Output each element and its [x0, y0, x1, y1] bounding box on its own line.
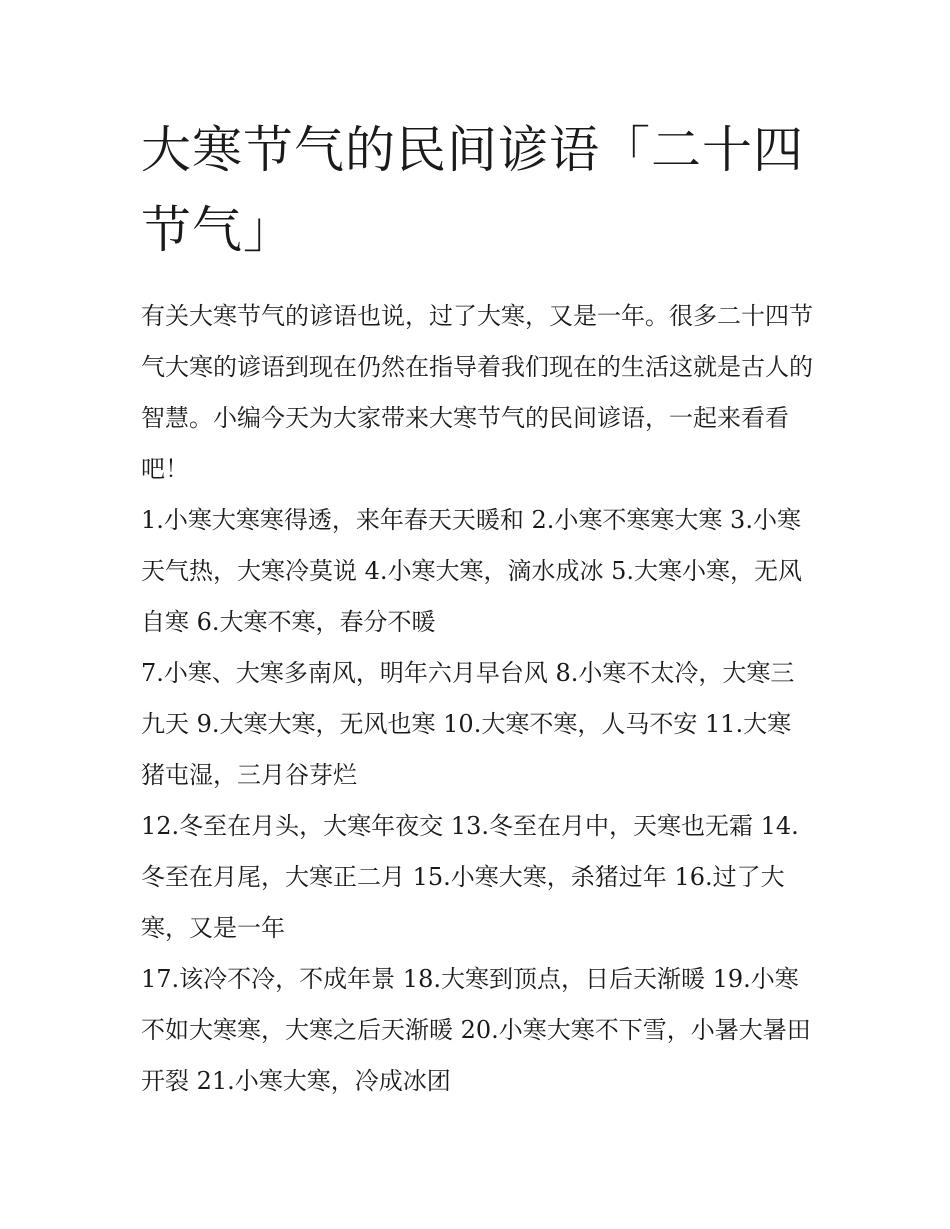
proverbs-paragraph-2: 7.小寒、大寒多南风，明年六月早台风 8.小寒不太冷，大寒三九天 9.大寒大寒，无风也寒 10.大寒不寒，人马不安 11.大寒猪屯湿，三月谷芽烂 — [141, 659, 795, 789]
document-title: 大寒节气的民间谚语「二十四节气」 — [141, 121, 804, 259]
proverbs-paragraph-1: 1.小寒大寒寒得透，来年春天天暖和 2.小寒不寒寒大寒 3.小寒天气热，大寒冷莫说 4.小寒大寒，滴水成冰 5.大寒小寒，无风自寒 6.大寒不寒，春分不暖 — [141, 506, 803, 636]
intro-paragraph: 有关大寒节气的谚语也说，过了大寒，又是一年。很多二十四节气大寒的谚语到现在仍然在指导着我们现在的生活这就是古人的智慧。小编今天为大家带来大寒节气的民间谚语，一起来看看吧！ — [141, 302, 813, 483]
proverbs-paragraph-4: 17.该冷不冷，不成年景 18.大寒到顶点，日后天渐暖 19.小寒不如大寒寒，大寒之后天渐暖 20.小寒大寒不下雪，小暑大暑田开裂 21.小寒大寒，冷成冰团 — [141, 965, 811, 1095]
document-page — [141, 110, 813, 1107]
proverbs-paragraph-3: 12.冬至在月头，大寒年夜交 13.冬至在月中，天寒也无霜 14.冬至在月尾，大寒正二月 15.小寒大寒，杀猪过年 16.过了大寒，又是一年 — [141, 812, 799, 942]
